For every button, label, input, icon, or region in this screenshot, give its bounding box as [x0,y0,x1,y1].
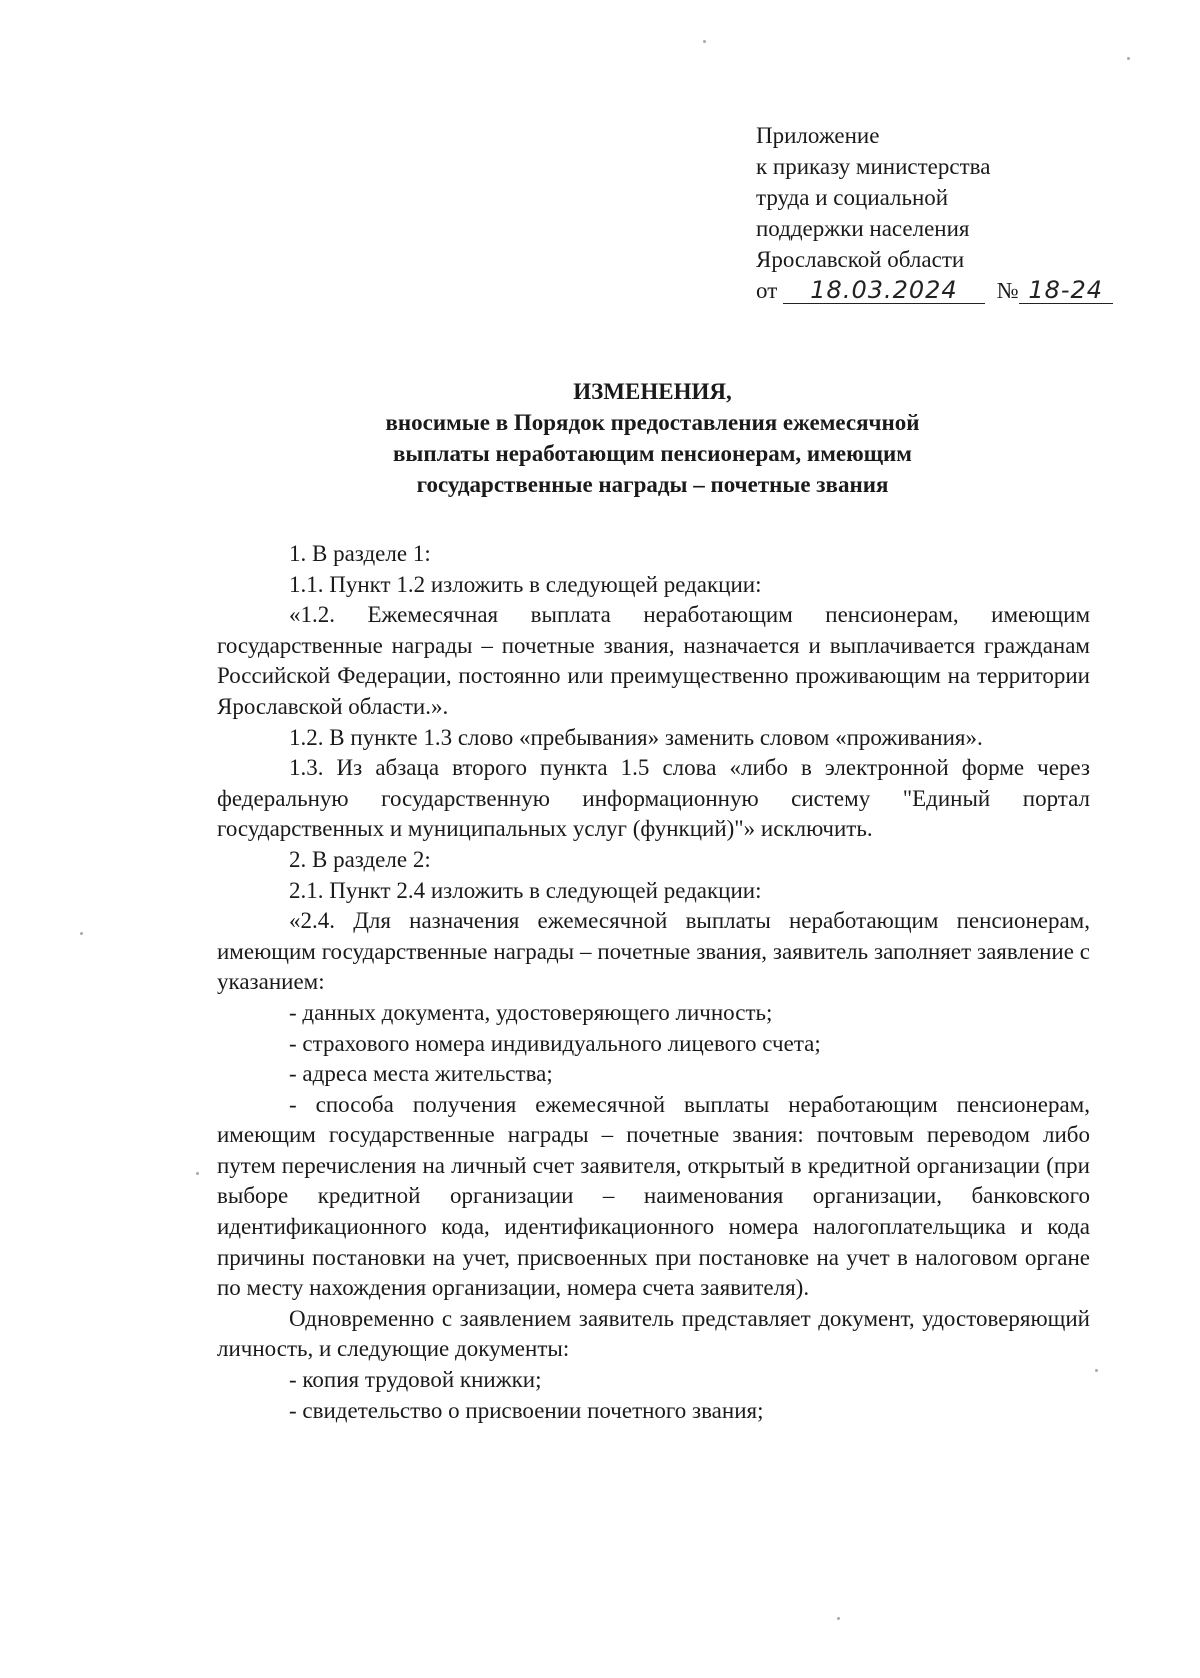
title-subline: вносимые в Порядок предоставления ежемесячной [385,410,920,435]
date-prefix: от [756,278,778,303]
paragraph: «2.4. Для назначения ежемесячной выплаты неработающим пенсионерам, имеющим государственные награды – почетные звания, заявитель заполняет заявление с указанием: [217,908,1090,995]
paragraph: 2.1. Пункт 2.4 изложить в следующей редакции: [289,877,762,903]
paragraph: 1.1. Пункт 1.2 изложить в следующей редакции: [289,571,762,597]
title-main: ИЗМЕНЕНИЯ, [573,379,732,404]
paragraph: 2. В разделе 2: [289,846,431,872]
appendix-header [756,120,1113,306]
scan-speck [196,1172,199,1175]
title-subline: выплаты неработающим пенсионерам, имеющим [393,441,912,466]
paragraph: «1.2. Ежемесячная выплата неработающим пенсионерам, имеющим государственные награды – почетные звания, назначается и выплачивается гражданам Российской Федерации, постоянно или преимущественно проживающим на территории Ярославской области.». [217,602,1090,719]
paragraph: - свидетельство о присвоении почетного звания; [289,1397,764,1423]
paragraph: - копия трудовой книжки; [289,1367,542,1393]
handwritten-number: 18-24 [1019,277,1113,304]
paragraph: 1.2. В пункте 1.3 слово «пребывания» заменить словом «проживания». [289,724,983,750]
number-prefix: № [996,278,1019,303]
paragraph: 1.3. Из абзаца второго пункта 1.5 слова «либо в электронной форме через федеральную государственную информационную систему "Единый портал государственных и муниципальных услуг (функций)"» исключить. [217,755,1090,842]
paragraph: - страхового номера индивидуального лицевого счета; [289,1030,821,1056]
scan-speck [80,932,83,935]
paragraph: - данных документа, удостоверяющего личность; [289,999,773,1025]
paragraph: 1. В разделе 1: [289,541,431,566]
document-body [217,539,1090,1426]
appendix-line: Ярославской области [756,247,965,272]
title-subline: государственные награды – почетные звания [416,472,889,497]
scan-speck [703,40,706,43]
appendix-line: поддержки населения [756,216,970,241]
handwritten-date: 18.03.2024 [783,277,985,304]
scan-speck [1127,57,1130,60]
paragraph: Одновременно с заявлением заявитель представляет документ, удостоверяющий личность, и следующие документы: [217,1305,1090,1362]
order-date-line [756,275,1113,306]
appendix-line: труда и социальной [756,185,949,210]
scan-speck [1095,1369,1098,1372]
document-title [215,376,1090,500]
paragraph: - адреса места жительства; [289,1061,553,1087]
scan-speck [837,1617,840,1620]
paragraph: - способа получения ежемесячной выплаты неработающим пенсионерам, имеющим государственные награды – почетные звания: почтовым переводом либо путем перечисления на личный счет заявителя, открытый в кредитной организации (при выборе кредитной организации – наименования организации, банковского идентификационного кода, идентификационного номера налогоплательщика и кода причины постановки на учет, присвоенных при постановке на учет в налоговом органе по месту нахождения организации, номера счета заявителя). [217,1091,1090,1301]
appendix-line: к приказу министерства [756,154,991,179]
appendix-line: Приложение [756,123,880,148]
